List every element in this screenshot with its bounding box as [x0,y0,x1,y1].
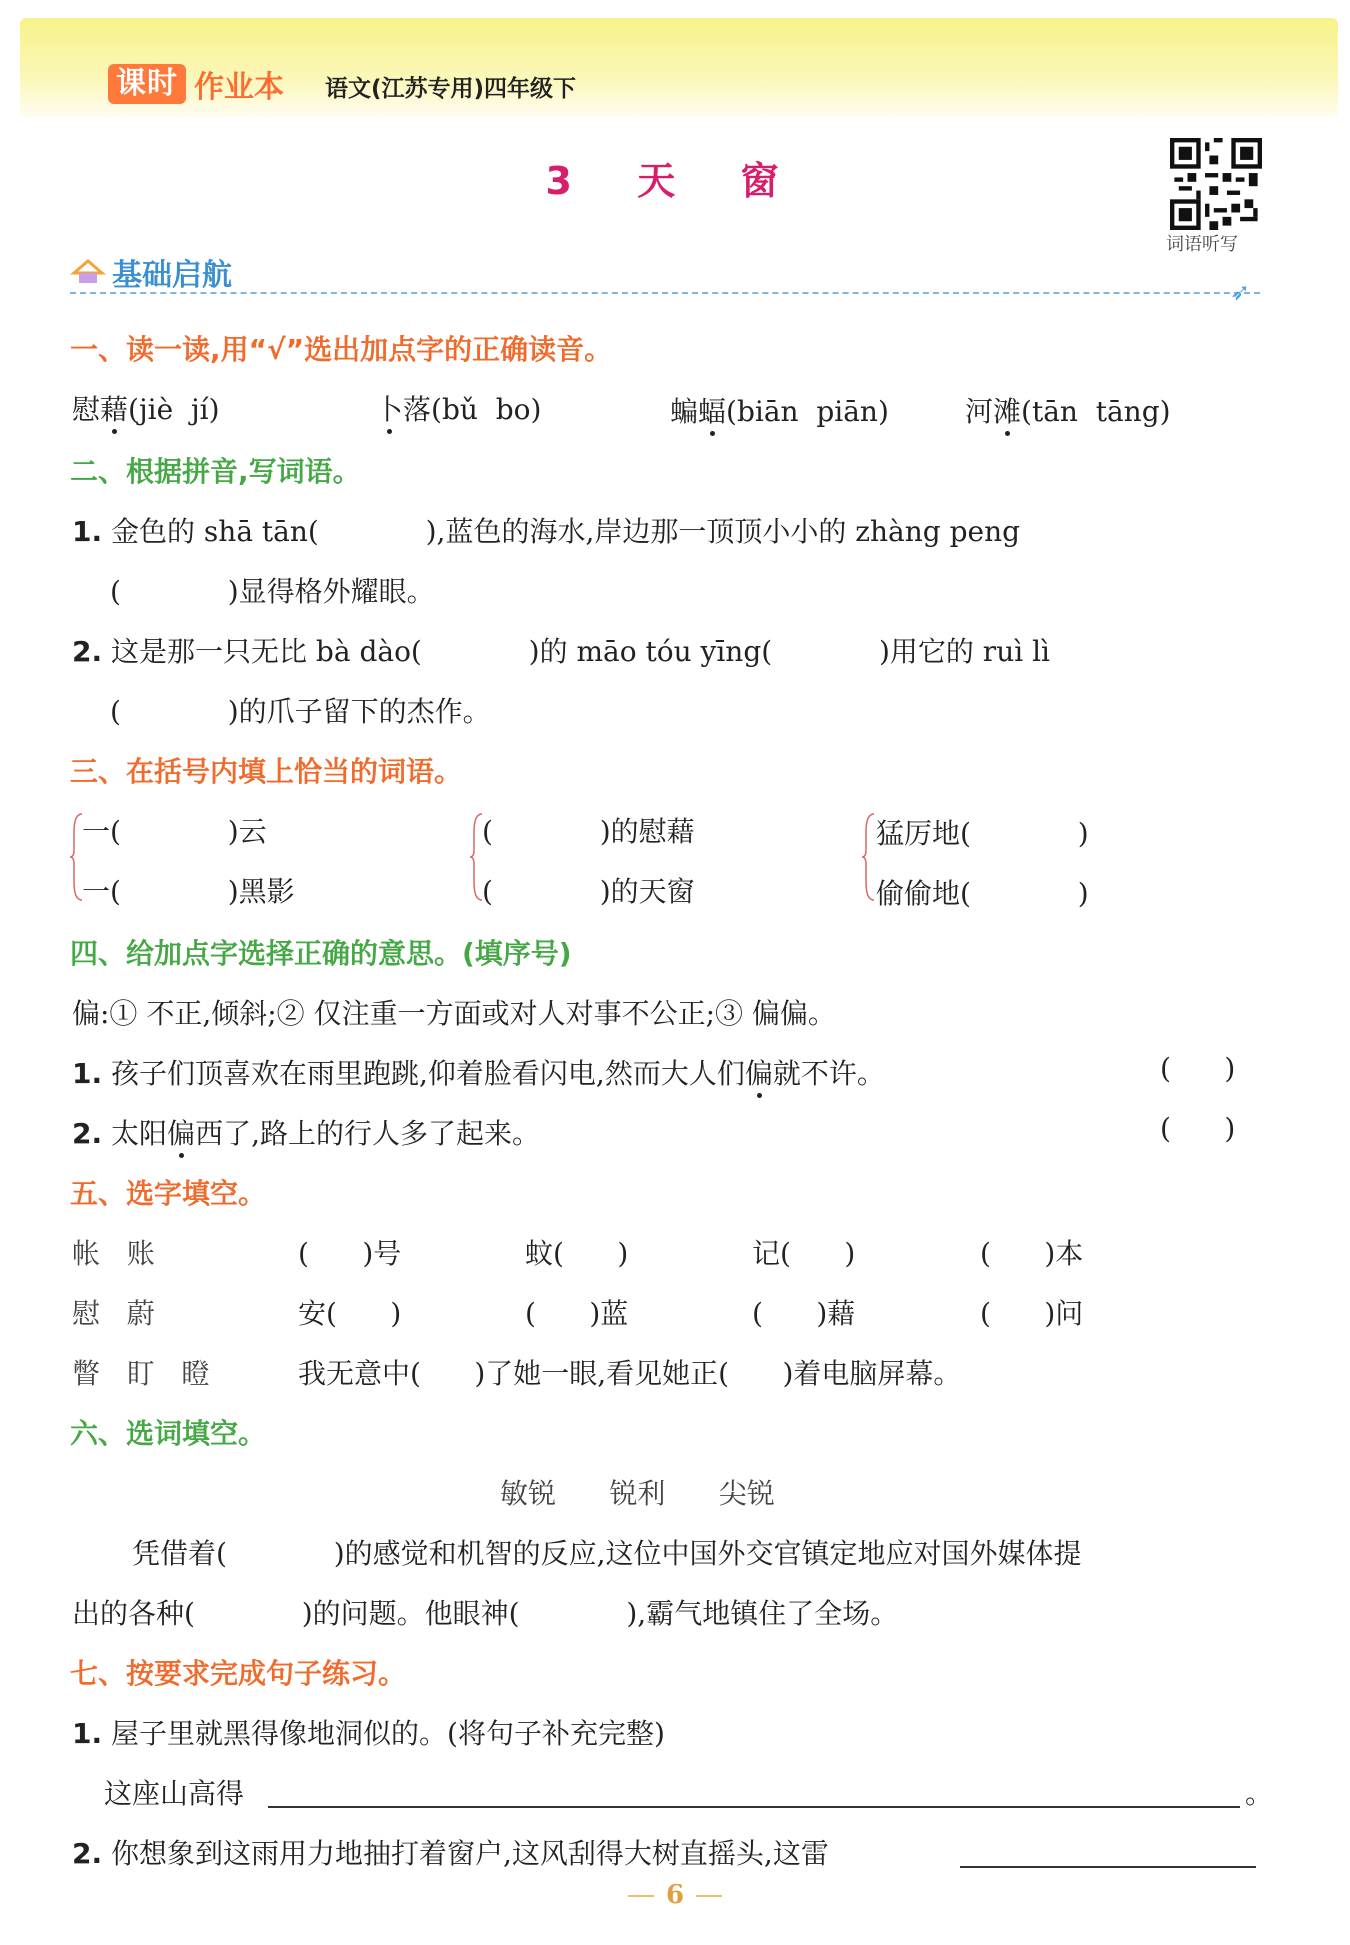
q5-r3-sentence[interactable]: 我无意中( )了她一眼,看见她正( )着电脑屏幕。 [298,1357,962,1390]
q3-col1-row1[interactable]: 一( )云 [82,815,267,848]
q4-s2-a: 太阳 [111,1117,168,1150]
q4-s2-b: 西了,路上的行人多了起来。 [195,1117,540,1150]
q1-item-2-dot: 卜 [375,393,404,426]
q1-item-4-pre: 河 [965,395,994,428]
qr-code-icon[interactable] [1170,138,1262,230]
q6-paragraph-1[interactable]: 凭借着( )的感觉和机智的反应,这位中国外交官镇定地应对国外媒体提 [132,1537,1082,1570]
q5-r1-d[interactable]: ( )本 [980,1237,1084,1270]
q3-col3-row2[interactable]: 偷偷地( ) [876,877,1089,910]
q5-r2-b[interactable]: ( )蓝 [525,1297,629,1330]
q5-heading: 五、选字填空。 [70,1177,267,1210]
q1-item-1-dot: 藉 [100,393,129,426]
q4-answer-2[interactable]: ( ) [1160,1112,1236,1145]
q4-s1-dot: 偏 [744,1057,773,1090]
q3-col3-row1[interactable]: 猛厉地( ) [876,817,1089,850]
q2-line-1[interactable] [72,510,1020,550]
q3-col2-row1[interactable]: ( )的慰藉 [482,815,695,848]
lesson-title: 3 天 窗 [545,159,805,203]
q1-item-2-post: 落(bǔ bo) [403,393,542,426]
q1-item-1-pre: 慰 [72,393,101,426]
q2-num-2: 2. [72,635,103,668]
q7-answer-2-line[interactable] [960,1834,1256,1868]
q4-answer-1[interactable]: ( ) [1160,1052,1236,1085]
q7-sentence-1 [72,1712,665,1752]
q1-item-4[interactable] [965,390,1171,430]
q5-r1-c[interactable]: 记( ) [752,1237,856,1270]
qr-caption: 词语听写 [1166,234,1238,255]
subject-label: 语文(江苏专用)四年级下 [325,76,577,102]
q7-answer-1-prefix: 这座山高得 [104,1777,245,1810]
house-icon [70,257,106,287]
q5-r2-c[interactable]: ( )藉 [752,1297,856,1330]
q2-text-1: 金色的 shā tān( ),蓝色的海水,岸边那一顶顶小小的 zhàng peng [111,515,1021,548]
q4-num-2: 2. [72,1117,103,1150]
q2-text-3: 这是那一只无比 bà dào( )的 māo tóu yīng( )用它的 ruì lì [111,635,1050,668]
q5-r2-chars: 慰 蔚 [72,1297,155,1330]
q4-s2-dot: 偏 [167,1117,196,1150]
q5-r2-d[interactable]: ( )问 [980,1297,1084,1330]
q2-line-4[interactable]: ( )的爪子留下的杰作。 [110,695,491,728]
page-number-value: 6 [665,1880,685,1910]
brand-name: 作业本 [194,70,284,105]
brand-logo [108,64,284,104]
q1-item-4-post: (tān tāng) [1021,395,1171,428]
q7-s2-text: 你想象到这雨用力地抽打着窗户,这风刮得大树直摇头,这雷 [111,1837,829,1870]
q7-sentence-2 [72,1832,829,1872]
q1-item-4-dot: 滩 [993,395,1022,428]
q5-r2-a[interactable]: 安( ) [298,1297,402,1330]
q7-answer-1-row [104,1772,244,1812]
pen-arrow-icon: ➶ [1230,278,1251,306]
q4-num-1: 1. [72,1057,103,1090]
q1-item-1[interactable] [72,388,220,428]
q6-heading: 六、选词填空。 [70,1417,267,1450]
q7-answer-1-line[interactable] [268,1774,1240,1808]
q1-heading: 一、读一读,用“√”选出加点字的正确读音。 [70,333,613,366]
q1-item-2[interactable] [375,388,541,428]
q4-definition: 偏:① 不正,倾斜;② 仅注重一方面或对人对事不公正;③ 偏偏。 [72,997,836,1030]
q1-item-3[interactable] [670,390,889,430]
section-heading [70,250,232,294]
q1-item-1-post: (jiè jí) [128,393,220,426]
q5-r1-b[interactable]: 蚊( ) [525,1237,629,1270]
q2-heading: 二、根据拼音,写词语。 [70,455,361,488]
q3-col2-row2[interactable]: ( )的天窗 [482,875,695,908]
brand-ke: 课时 [108,64,186,104]
section-divider [70,292,1260,294]
q1-item-3-post: (biān piān) [726,395,889,428]
q7-num-1: 1. [72,1717,103,1750]
q7-s1-text: 屋子里就黑得像地洞似的。(将句子补充完整) [111,1717,665,1750]
q2-line-2[interactable]: ( )显得格外耀眼。 [110,575,435,608]
q4-sentence-2 [72,1112,540,1152]
q3-col1-row2[interactable]: 一( )黑影 [82,875,295,908]
q7-heading: 七、按要求完成句子练习。 [70,1657,407,1690]
q5-r1-a[interactable]: ( )号 [298,1237,402,1270]
q2-num-1: 1. [72,515,103,548]
page-number [0,1880,1350,1910]
q4-s1-a: 孩子们顶喜欢在雨里跑跳,仰着脸看闪电,然而大人们 [111,1057,745,1090]
q7-num-2: 2. [72,1837,103,1870]
q2-line-3[interactable] [72,630,1050,670]
q6-word-bank: 敏锐 锐利 尖锐 [500,1477,775,1510]
q4-sentence-1 [72,1052,885,1092]
q7-answer-1-period: 。 [1245,1777,1274,1810]
q4-heading: 四、给加点字选择正确的意思。(填序号) [70,937,572,970]
q3-heading: 三、在括号内填上恰当的词语。 [70,755,463,788]
q1-item-3-dot: 蝠 [698,395,727,428]
section-title: 基础启航 [112,258,232,293]
q4-s1-b: 就不许。 [772,1057,885,1090]
brace-icon [862,812,876,902]
q5-r3-chars: 瞥 盯 瞪 [72,1357,210,1390]
q6-paragraph-2[interactable]: 出的各种( )的问题。他眼神( ),霸气地镇住了全场。 [72,1597,899,1630]
q1-item-3-pre: 蝙 [670,395,699,428]
q5-r1-chars: 帐 账 [72,1237,155,1270]
